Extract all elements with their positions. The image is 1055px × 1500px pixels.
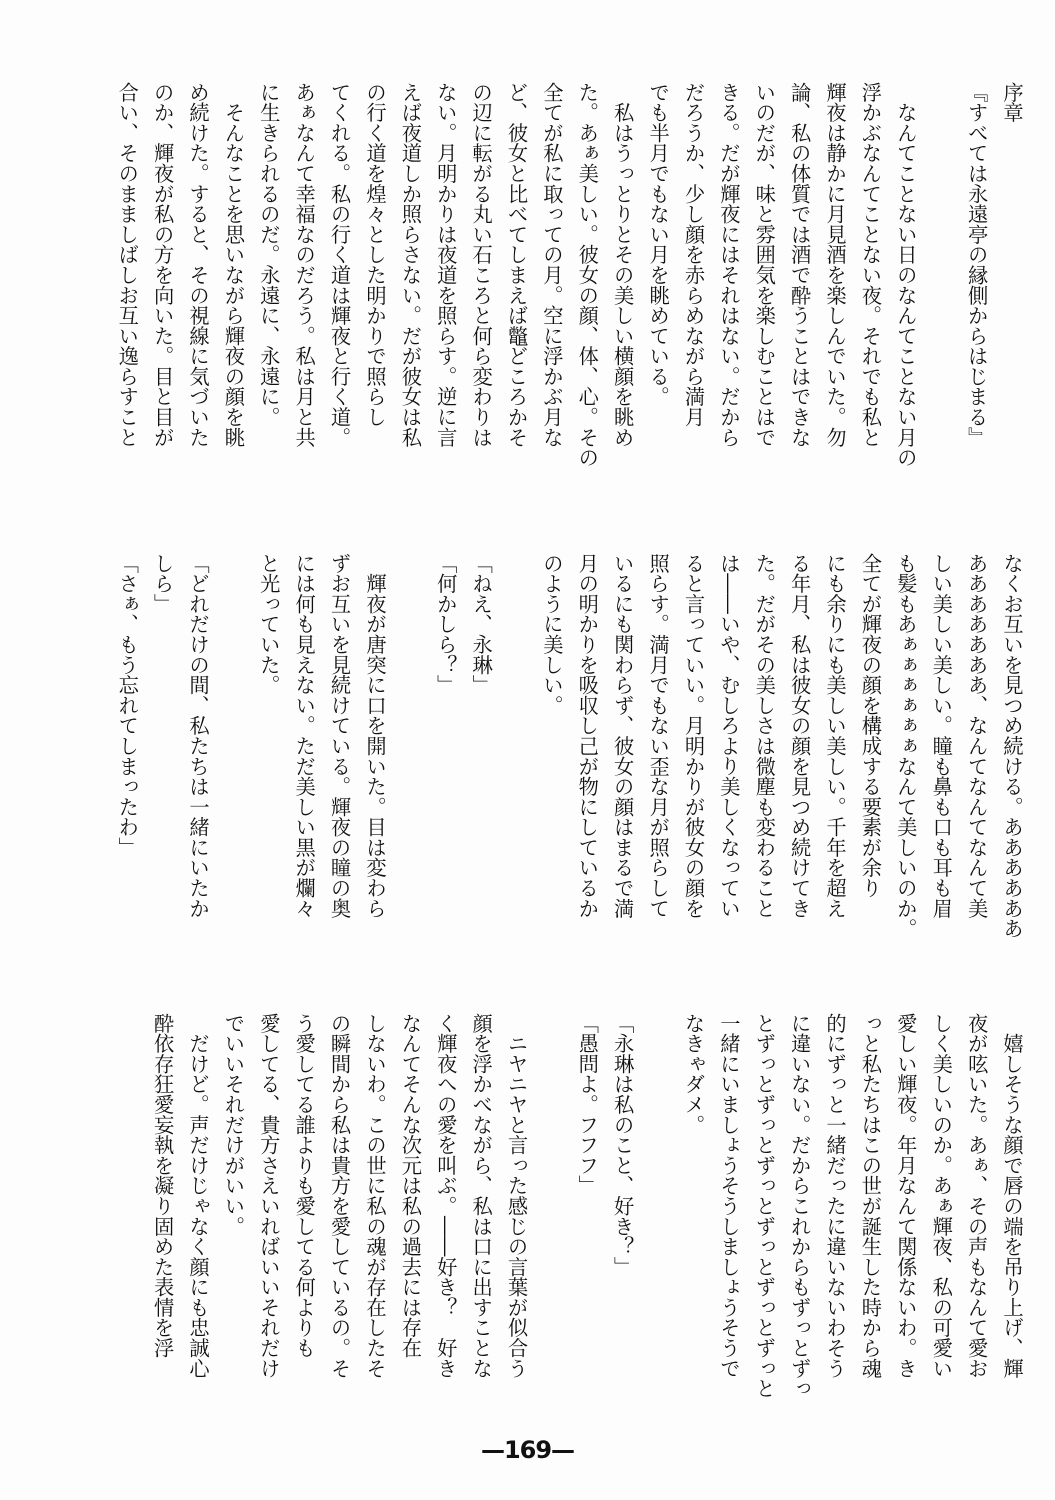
text-line: 愛しい輝夜。年月なんて関係ないわ。き	[893, 1013, 918, 1379]
text-line: た。だがその美しさは微塵も変わること	[752, 553, 777, 919]
text-line: なきゃダメ。	[681, 1013, 706, 1135]
text-line: 合い、そのまましばしお互い逸らすこと	[115, 82, 140, 448]
text-line	[498, 553, 533, 973]
text-line: 『すべては永遠亭の縁側からはじまる』	[964, 82, 989, 448]
text-block-top	[109, 82, 1029, 512]
text-line: てくれる。私の行く道は輝夜と行く道。	[327, 82, 352, 448]
text-line: いのだが、味と雰囲気を楽しむことはで	[752, 82, 777, 448]
text-line: のように美しい。	[539, 553, 564, 716]
text-line	[392, 553, 427, 973]
text-line: だろうか、少し顔を赤らめながら満月	[681, 82, 706, 427]
text-line: め続けた。すると、その視線に気づいた	[186, 82, 211, 448]
text-line: とずっとずっとずっとずっとずっとずっと	[752, 1013, 777, 1399]
text-line: なんてそんな次元は私の過去には存在	[398, 1013, 423, 1358]
text-line: えば夜道しか照らさない。だが彼女は私	[398, 82, 423, 448]
text-line: の瞬間から私は貴方を愛しているの。そ	[327, 1013, 352, 1379]
text-line: なんてことない日のなんてことない月の	[893, 82, 918, 468]
text-line: く輝夜への愛を叫ぶ。――好き？ 好き	[433, 1013, 458, 1379]
text-line: のか、輝夜が私の方を向いた。目と目が	[150, 82, 175, 448]
text-line: 顔を浮かべながら、私は口に出すことな	[469, 1013, 494, 1379]
text-line: 全てが私に取っての月。空に浮かぶ月な	[539, 82, 564, 448]
text-line: ニヤニヤと言った感じの言葉が似合う	[504, 1013, 529, 1379]
text-line: しく美しいのか。あぁ輝夜、私の可愛い	[929, 1013, 954, 1379]
text-line: しないわ。この世に私の魂が存在したそ	[362, 1013, 387, 1379]
text-line: に違いない。だからこれからもずっとずっ	[787, 1013, 812, 1399]
text-line: 輝夜は静かに月見酒を楽しんでいた。勿	[823, 82, 848, 448]
text-line: っと私たちはこの世が誕生した時から魂	[858, 1013, 883, 1379]
text-line: も髪もあぁぁぁぁぁぁなんて美しいのか。	[893, 553, 918, 939]
text-line: にも余りにも美しい美しい。千年を超え	[823, 553, 848, 919]
text-line: ど、彼女と比べてしまえば鼈どころかそ	[504, 82, 529, 448]
text-line: 「永琳は私のこと、好き？」	[610, 1013, 635, 1277]
text-line: と光っていた。	[256, 553, 281, 696]
text-line: る年月、私は彼女の顔を見つめ続けてき	[787, 553, 812, 919]
text-line	[534, 1013, 569, 1413]
text-line: う愛してる誰よりも愛してる何よりも	[292, 1013, 317, 1358]
text-line	[923, 82, 958, 512]
text-line: 「何かしら？」	[433, 553, 458, 696]
text-line: 「ねえ、永琳」	[469, 553, 494, 696]
text-line: あぁなんて幸福なのだろう。私は月と共	[292, 82, 317, 448]
text-line: 論、私の体質では酒で酔うことはできな	[787, 82, 812, 448]
text-line: の辺に転がる丸い石ころと何ら変わりは	[469, 82, 494, 448]
page-number: —169—	[480, 1436, 575, 1464]
text-line	[215, 553, 250, 973]
text-line: でも半月でもない月を眺めている。	[646, 82, 671, 407]
text-line: は――いや、むしろより美しくなってい	[716, 553, 741, 919]
text-block-bottom	[144, 1013, 1029, 1413]
text-line: 一緒にいましょうそうしましょうそうで	[716, 1013, 741, 1379]
text-line: に生きられるのだ。永遠に、永遠に。	[256, 82, 281, 427]
text-line: ずお互いを見続けている。輝夜の瞳の奥	[327, 553, 352, 919]
text-line	[640, 1013, 675, 1413]
text-line: そんなことを思いながら輝夜の顔を眺	[221, 82, 246, 448]
text-line: だけど。声だけじゃなく顔にも忠誠心	[186, 1013, 211, 1379]
text-line: 的にずっと一緒だったに違いないわそう	[823, 1013, 848, 1379]
text-line: 嬉しそうな顔で唇の端を吊り上げ、輝	[1000, 1013, 1024, 1379]
text-line: 月の明かりを吸収し己が物にしているか	[575, 553, 600, 919]
text-line: には何も見えない。ただ美しい黒が爛々	[292, 553, 317, 919]
text-line: 私はうっとりとその美しい横顔を眺め	[610, 82, 635, 448]
text-line: ない。月明かりは夜道を照らす。逆に言	[433, 82, 458, 448]
text-line: 「さぁ、もう忘れてしまったわ」	[115, 553, 140, 858]
text-line: 「どれだけの間、私たちは一緒にいたか	[186, 553, 211, 919]
text-line: しら」	[150, 553, 175, 614]
text-line: なくお互いを見つめ続ける。ああああああ	[1000, 553, 1024, 939]
text-line: しい美しい美しい。瞳も鼻も口も耳も眉	[929, 553, 954, 919]
text-line: 酔依存狂愛妄執を凝り固めた表情を浮	[150, 1013, 175, 1358]
text-line: 浮かぶなんてことない夜。それでも私と	[858, 82, 883, 448]
text-line: でいいそれだけがいい。	[221, 1013, 246, 1237]
text-line: 「愚問よ。フフフ」	[575, 1013, 600, 1196]
text-line: 照らす。満月でもない歪な月が照らして	[646, 553, 671, 919]
text-line: きる。だが輝夜にはそれはない。だから	[716, 82, 741, 448]
text-block-middle	[109, 553, 1029, 973]
text-line: 序章	[1000, 82, 1024, 123]
text-line: ると言っていい。月明かりが彼女の顔を	[681, 553, 706, 919]
text-line: 全てが輝夜の顔を構成する要素が余り	[858, 553, 883, 898]
text-line: 愛してる、貴方さえいればいいそれだけ	[256, 1013, 281, 1379]
text-line: いるにも関わらず、彼女の顔はまるで満	[610, 553, 635, 919]
text-line: の行く道を煌々とした明かりで照らし	[362, 82, 387, 427]
text-line: 夜が呟いた。あぁ、その声もなんて愛お	[964, 1013, 989, 1379]
text-line: あああああああ、なんてなんてなんて美	[964, 553, 989, 919]
text-line: た。あぁ美しい。彼女の顔、体、心。その	[575, 82, 600, 468]
text-line: 輝夜が唐突に口を開いた。目は変わら	[362, 553, 387, 919]
